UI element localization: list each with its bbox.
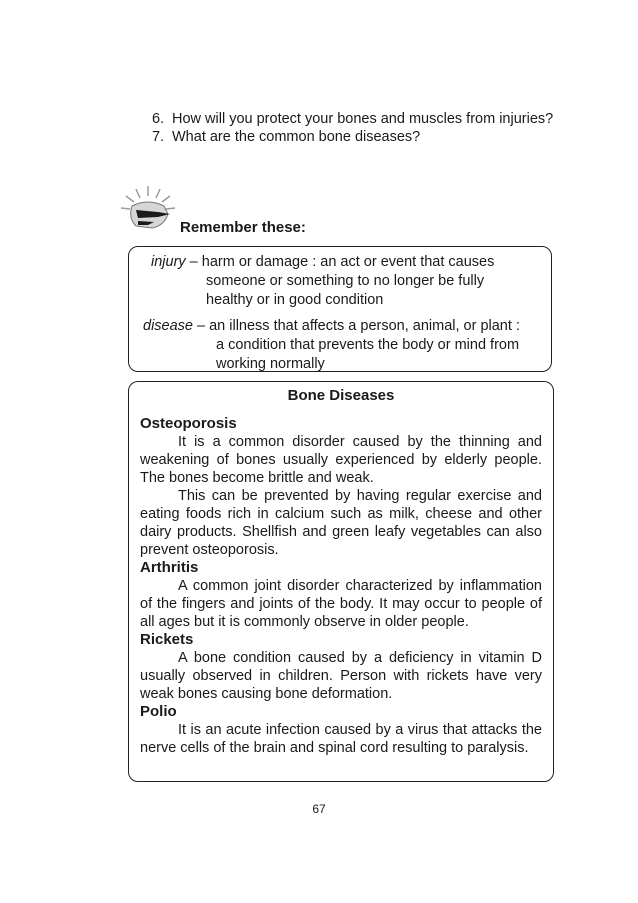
vocabulary-definition: an illness that affects a person, animal, or plant :	[209, 318, 520, 334]
question-list	[152, 110, 572, 146]
question-text: What are the common bone diseases?	[172, 129, 421, 145]
question-item	[152, 128, 572, 146]
vocabulary-separator: –	[192, 318, 210, 334]
vocabulary-term: injury	[151, 254, 186, 270]
vocabulary-separator: –	[185, 254, 202, 270]
disease-name: Arthritis	[140, 559, 199, 576]
question-number: 7.	[152, 129, 165, 145]
vocabulary-term: disease	[143, 318, 193, 334]
question-text: How will you protect your bones and muscles from injuries?	[172, 111, 554, 127]
disease-paragraph: It is an acute infection caused by a virus that attacks the nerve cells of the brain and spinal cord resulting to paralysis.	[140, 722, 542, 756]
vocabulary-box	[128, 246, 552, 372]
vocabulary-definition-cont: someone or something to no longer be fully healthy or in good condition	[206, 273, 485, 308]
question-item	[152, 110, 572, 128]
bone-diseases-title: Bone Diseases	[287, 387, 395, 404]
remember-title: Remember these:	[180, 219, 306, 236]
disease-paragraph: It is a common disorder caused by the thinning and weakening of bones usually experienced by elderly people. The bones become brittle and weak.	[140, 434, 542, 486]
bone-diseases-content	[140, 415, 542, 757]
disease-name: Osteoporosis	[140, 415, 237, 432]
disease-name: Polio	[140, 703, 177, 720]
disease-paragraph: A common joint disorder characterized by inflammation of the fingers and joints of the body. It may occur to people of all ages but it is commonly observe in older people.	[140, 578, 542, 630]
disease-name: Rickets	[140, 631, 194, 648]
vocabulary-definition-cont: a condition that prevents the body or mind from working normally	[216, 337, 520, 372]
vocabulary-entry	[151, 253, 501, 310]
question-number: 6.	[152, 111, 165, 127]
disease-paragraph: A bone condition caused by a deficiency in vitamin D usually observed in children. Person with rickets have very weak bones causing bone deformation.	[140, 650, 542, 702]
pointing-hand-icon	[118, 184, 180, 240]
bone-diseases-box	[128, 381, 554, 782]
vocabulary-entry	[143, 317, 546, 374]
vocabulary-definition: harm or damage : an act or event that causes	[201, 254, 495, 270]
page-number: 67	[312, 802, 326, 816]
disease-paragraph: This can be prevented by having regular exercise and eating foods rich in calcium such as milk, cheese and other dairy products. Shellfish and green leafy vegetables can also prevent osteoporosis.	[140, 488, 542, 558]
